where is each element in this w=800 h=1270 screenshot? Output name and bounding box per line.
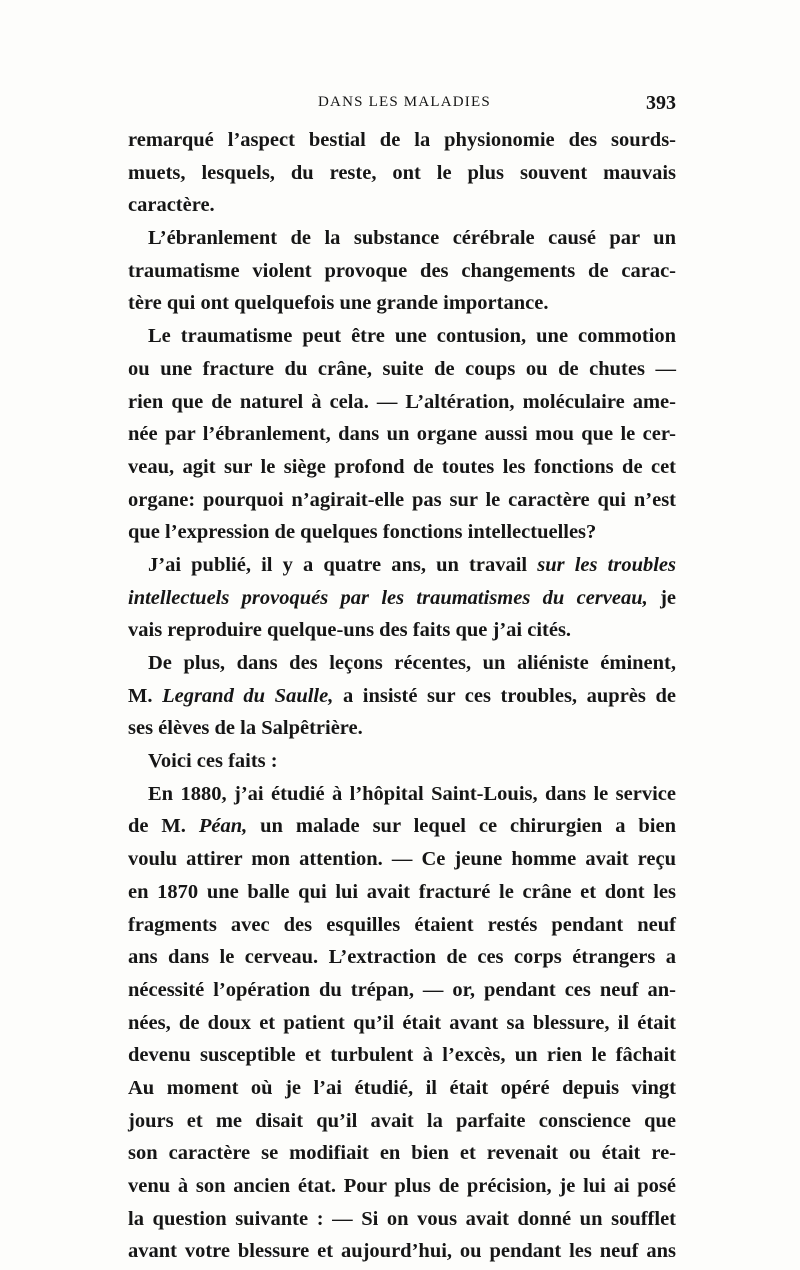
text-line [128, 810, 676, 843]
line-text: née par l’ébranlement, dans un organe aussi mou que le cer- [128, 423, 676, 446]
text-line [128, 451, 676, 484]
text-line [128, 255, 676, 288]
text-line [128, 843, 676, 876]
line-text: vais reproduire quelque-uns des faits que j’ai cités. [128, 619, 572, 642]
line-text: caractère. [128, 194, 215, 217]
line-text: organe: pourquoi n’agirait-elle pas sur le caractère qui n’est [128, 488, 676, 511]
text-line [128, 647, 676, 680]
line-text: fragments avec des esquilles étaient restés pendant neuf [128, 913, 676, 936]
text-line [128, 876, 676, 909]
text-line [128, 680, 676, 713]
text-line [128, 418, 676, 451]
line-text: M. [128, 684, 163, 707]
text-line [128, 909, 676, 942]
line-text: voulu attirer mon attention. — Ce jeune homme avait reçu [128, 848, 676, 871]
text-line [128, 1007, 676, 1040]
line-text: tère qui ont quelquefois une grande importance. [128, 292, 549, 315]
line-text: rien que de naturel à cela. — L’altération, moléculaire ame- [128, 390, 676, 413]
text-line [128, 582, 676, 615]
line-italic-text: Péan, [198, 815, 248, 838]
text-line [128, 516, 676, 549]
text-line [128, 778, 676, 811]
line-text: avant votre blessure et aujourd’hui, ou pendant les neuf ans [128, 1240, 676, 1263]
text-line [128, 353, 676, 386]
text-line [128, 124, 676, 157]
text-line [128, 157, 676, 190]
text-line [128, 222, 676, 255]
running-head [128, 92, 676, 116]
line-italic-text: intellectuels provoqués par les traumatismes du cerveau, [128, 586, 648, 609]
text-line [128, 1105, 676, 1138]
text-line [128, 320, 676, 353]
text-line [128, 549, 676, 582]
text-line [128, 484, 676, 517]
text-line [128, 712, 676, 745]
line-italic-text: sur les troubles [537, 553, 676, 576]
line-text: jours et me disait qu’il avait la parfaite conscience que [128, 1109, 676, 1132]
line-text: son caractère se modifiait en bien et revenait ou était re- [128, 1142, 676, 1165]
line-text: venu à son ancien état. Pour plus de précision, je lui ai posé [128, 1175, 676, 1197]
text-line [128, 1072, 676, 1105]
line-text: J’ai publié, il y a quatre ans, un travail [148, 553, 538, 576]
line-text: veau, agit sur le siège profond de toutes les fonctions de cet [128, 455, 676, 478]
line-text: Le traumatisme peut être une contusion, une commotion [148, 325, 676, 348]
text-line [128, 1235, 676, 1268]
text-line [128, 287, 676, 320]
line-text: ou une fracture du crâne, suite de coups ou de chutes — [128, 357, 676, 380]
page-number: 393 [646, 92, 676, 114]
line-text-after: a insisté sur ces troubles, auprès de [333, 684, 676, 707]
line-text: que l’expression de quelques fonctions intellectuelles? [128, 521, 597, 544]
line-text: En 1880, j’ai étudié à l’hôpital Saint-Louis, dans le service [148, 782, 676, 805]
line-text: remarqué l’aspect bestial de la physionomie des sourds- [128, 129, 676, 151]
line-text: ans dans le cerveau. L’extraction de ces corps étrangers a [128, 946, 676, 969]
line-text-after: un malade sur lequel ce chirurgien a bien [247, 815, 676, 838]
line-text: devenu susceptible et turbulent à l’excès, un rien le fâchait [128, 1044, 676, 1067]
line-text: L’ébranlement de la substance cérébrale causé par un [148, 227, 676, 250]
line-italic-text: Legrand du Saulle, [162, 684, 334, 707]
line-text: Au moment où je l’ai étudié, il était opéré depuis vingt [128, 1076, 676, 1099]
text-line [128, 1170, 676, 1203]
text-line [128, 974, 676, 1007]
text-line [128, 1137, 676, 1170]
line-text: la question suivante : — Si on vous avait donné un soufflet [128, 1207, 676, 1230]
line-text: Voici ces faits : [148, 750, 278, 773]
text-line [128, 1203, 676, 1236]
line-text: De plus, dans des leçons récentes, un aliéniste éminent, [148, 652, 676, 674]
text-line [128, 1039, 676, 1072]
line-text: ses élèves de la Salpêtrière. [128, 717, 363, 740]
line-text: en 1870 une balle qui lui avait fracturé le crâne et dont les [128, 880, 676, 903]
line-text: nécessité l’opération du trépan, — or, pendant ces neuf an- [128, 978, 676, 1001]
line-text: de M. [128, 815, 199, 838]
text-line [128, 189, 676, 222]
text-line [128, 941, 676, 974]
text-line [128, 386, 676, 419]
text-line [128, 614, 676, 647]
body-text [128, 124, 676, 1268]
line-text: nées, de doux et patient qu’il était avant sa blessure, il était [128, 1011, 676, 1034]
line-text: muets, lesquels, du reste, ont le plus souvent mauvais [128, 161, 676, 184]
text-line [128, 745, 676, 778]
line-text-after: je [647, 586, 676, 609]
running-title: DANS LES MALADIES [318, 94, 491, 110]
line-text: traumatisme violent provoque des changements de carac- [128, 259, 676, 282]
